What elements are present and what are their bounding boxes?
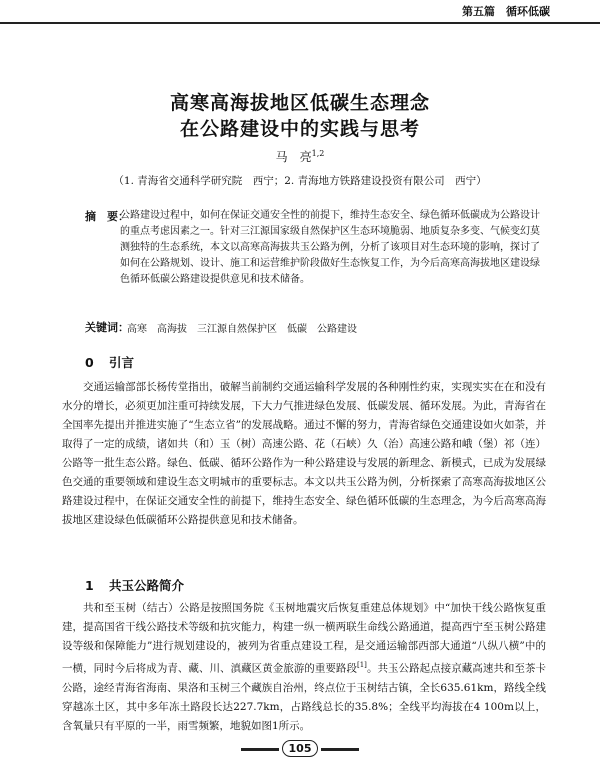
- keywords-label: 关键词：: [85, 321, 129, 334]
- author-affiliation-marker: 1,2: [311, 149, 325, 158]
- author-name: 马 亮: [275, 150, 312, 164]
- page-number: 105: [282, 740, 319, 757]
- header-divider: [0, 22, 600, 24]
- keywords-text: 高寒 高海拔 三江源自然保护区 低碳 公路建设: [127, 324, 357, 335]
- running-header: [0, 0, 600, 20]
- section-heading-introduction: [85, 353, 134, 371]
- page-footer: [0, 740, 600, 757]
- overview-paragraph: [62, 599, 546, 736]
- affiliation: （1. 青海省交通科学研究院 西宁；2. 青海地方铁路建设投资有限公司 西宁）: [113, 175, 487, 187]
- author-line: [0, 148, 600, 165]
- section-number: 1: [85, 578, 94, 593]
- chapter-heading: 第五篇 循环低碳: [462, 5, 550, 18]
- paper-title-line-2: 在公路建设中的实践与思考: [179, 118, 420, 140]
- section-number: 0: [85, 355, 94, 370]
- abstract-label: 摘 要：: [85, 210, 129, 223]
- section-title: 共玉公路简介: [109, 578, 185, 593]
- section-title: 引言: [109, 355, 135, 370]
- footer-ornament-right: [321, 748, 359, 751]
- abstract-text: 公路建设过程中，如何在保证交通安全性的前提下，维持生态安全、绿色循环低碳成为公路设计的重点考虑因素之一。针对三江源国家级自然保护区生态环境脆弱、地质复杂多变、气候变幻莫测独特的生态系统，本文以高寒高海拔共玉公路为例，分析了该项目对生态环境的影响，探讨了如何在公路规划、设计、施工和运营维护阶段做好生态恢复工作，为今后高寒高海拔地区建设绿色循环低碳公路建设提供意见和技术储备。: [120, 210, 540, 285]
- footer-ornament-left: [241, 748, 279, 751]
- section-heading-overview: [85, 576, 184, 594]
- citation-reference: [1]: [356, 661, 367, 669]
- introduction-paragraph: 交通运输部部长杨传堂指出，破解当前制约交通运输科学发展的各种刚性约束，实现实实在在和没有水分的增长，必须更加注重可持续发展，下大力气推进绿色发展、低碳发展、循环发展。为此，青海省在全国率先提出并推进实施了“生态立省”的发展战略。通过不懈的努力，青海省绿色交通建设如火如荼，并取得了一定的成绩，诸如共（和）玉（树）高速公路、花（石峡）久（治）高速公路和峨（堡）祁（连）公路等一批生态公路。绿色、低碳、循环公路作为一种公路建设与发展的新理念、新模式，已成为发展绿色交通的重要领域和建设生态文明城市的重要标志。本文以共玉公路为例，分析探索了高寒高海拔地区公路建设过程中，在保证交通安全性的前提下，维持生态安全、绿色循环低碳的生态理念，为今后高寒高海拔地区建设绿色低碳循环公路提供意见和技术储备。: [62, 381, 546, 526]
- overview-text-part-1: 共和至玉树（结古）公路是按照国务院《玉树地震灾后恢复重建总体规划》中“加快干线公路恢复重建，提高国省干线公路技术等级和抗灾能力，构建一纵一横两联生命线公路通道，提高西宁至玉树公路建设等级和保障能力”进行规划建设的，被列为省重点建设工程，是交通运输部西部大通道“八纵八横”中的一横，同时今后将成为青、藏、川、滇藏区黄金旅游的重要路段: [62, 602, 546, 675]
- paper-title-line-1: 高寒高海拔地区低碳生态理念: [169, 92, 430, 114]
- overview-text-part-2: 。共玉公路起点接京藏高速共和至茶卡公路，途经青海省海南、果洛和玉树三个藏族自治州，终点位于玉树结古镇，全长635.61km，路线全线穿越冻土区，其中多年冻土路段长达227.7km，占路线总长的35.8%；全线平均海拔在4 100m以上，含氧量只有平原的一半，雨雪频繁，地貌如图1所示。: [62, 662, 547, 732]
